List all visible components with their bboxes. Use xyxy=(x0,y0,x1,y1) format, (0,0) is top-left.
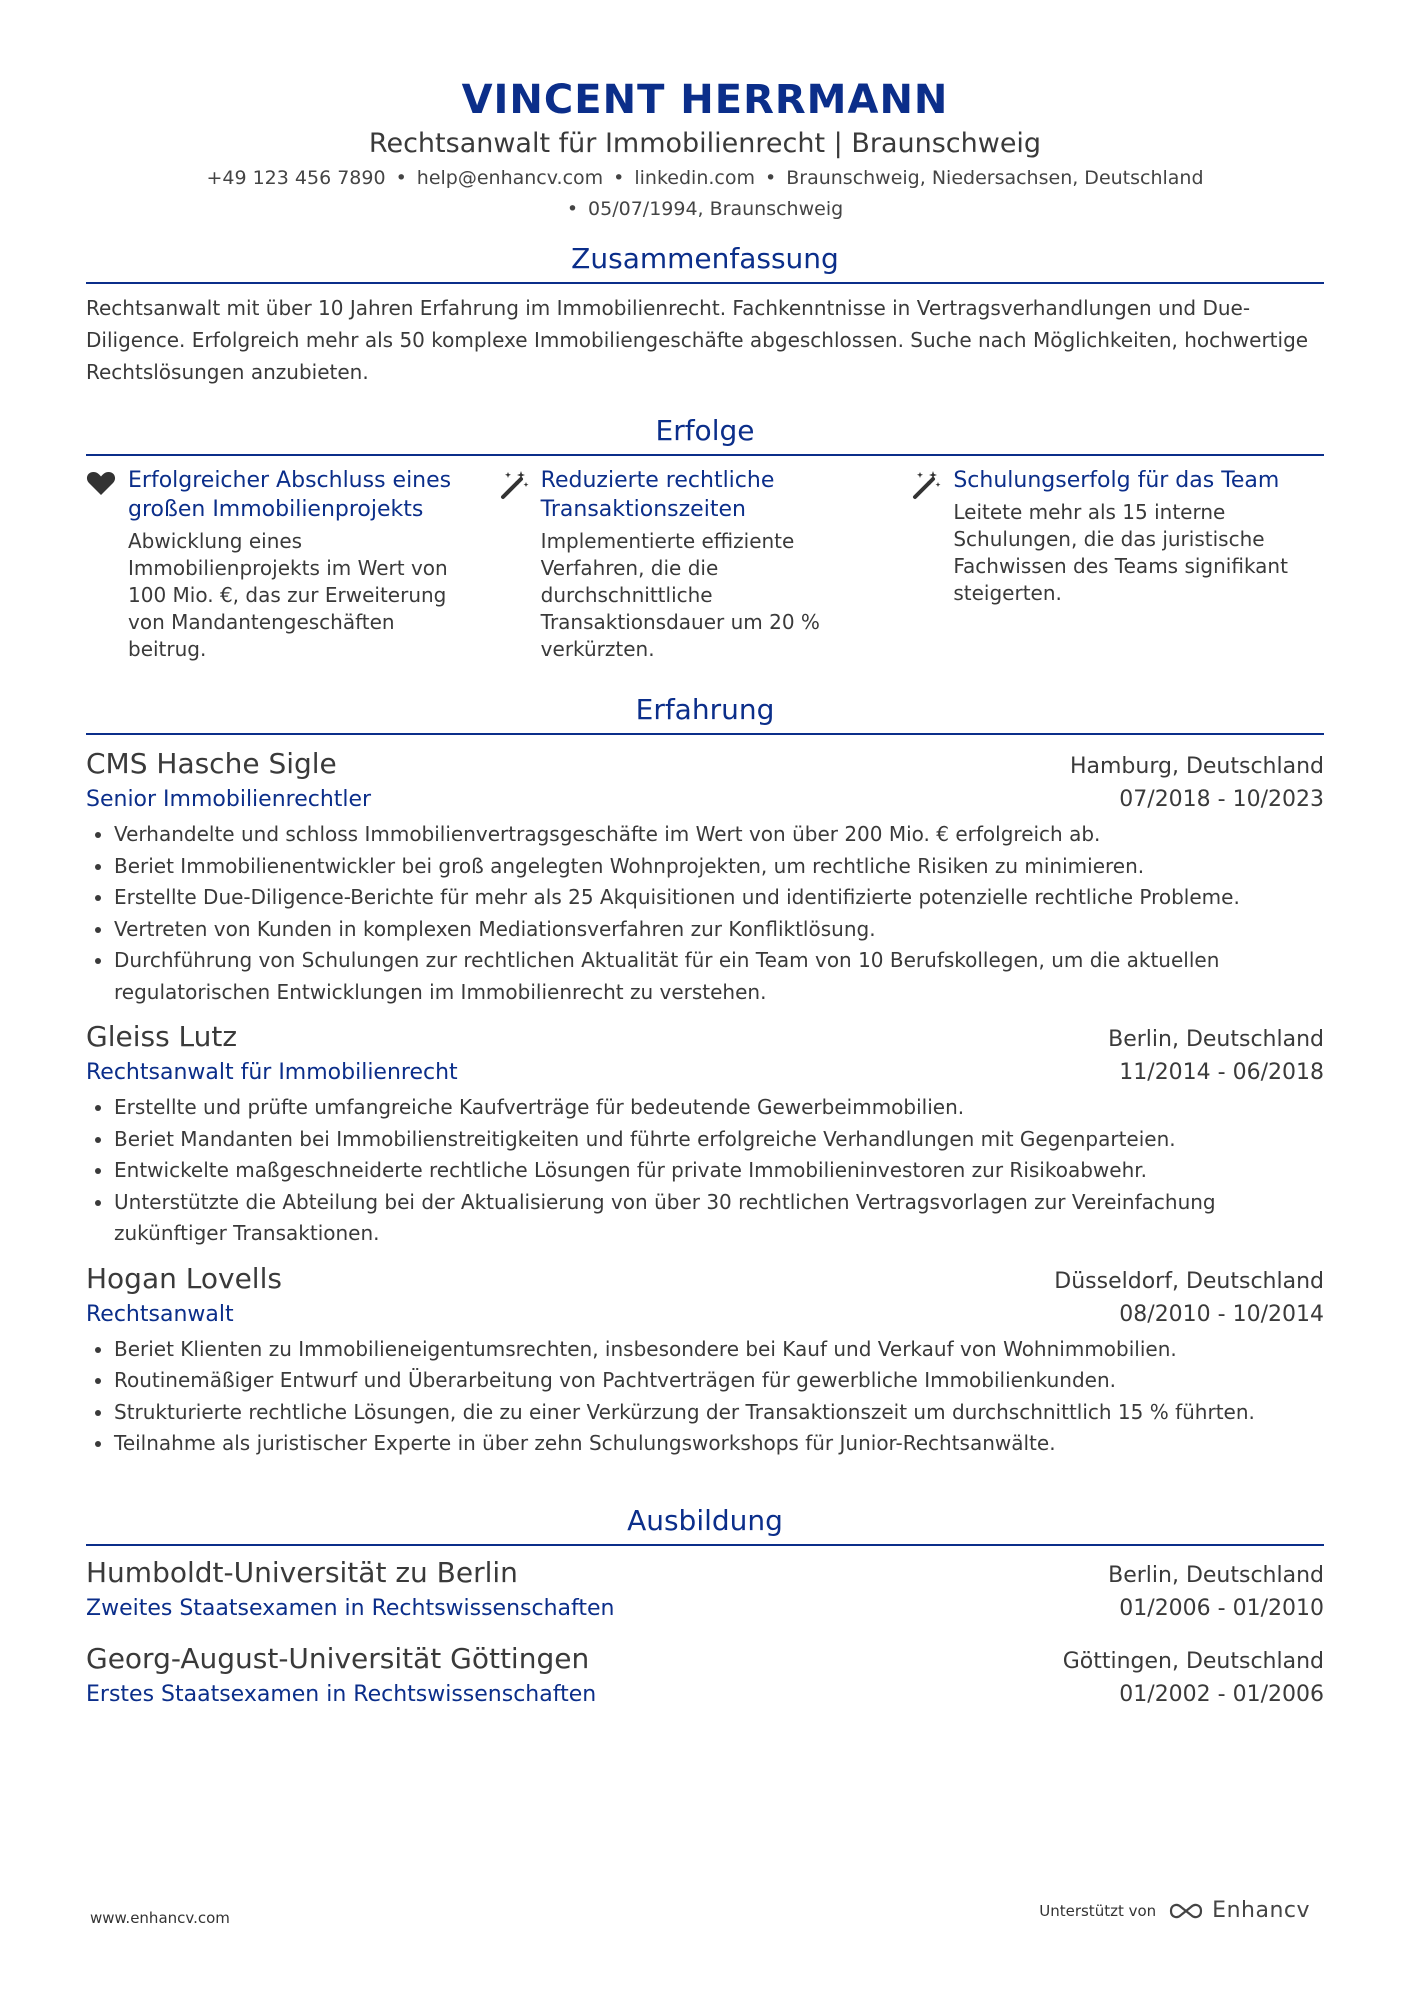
bullet-item: • Beriet Immobilienentwickler bei groß angelegten Wohnprojekten, um rechtliche Risiken zu minimieren. xyxy=(114,851,1324,883)
job-entry xyxy=(86,1260,1324,1460)
bullet-item: • Teilnahme als juristischer Experte in über zehn Schulungsworkshops für Junior-Rechtsanwälte. xyxy=(114,1428,1324,1460)
bullet-item: • Vertreten von Kunden in komplexen Mediationsverfahren zur Konfliktlösung. xyxy=(114,914,1324,946)
achievement-title: Schulungserfolg für das Team xyxy=(953,468,1280,493)
education-entry xyxy=(86,1554,1324,1626)
job-dates: 11/2014 - 06/2018 xyxy=(1119,1060,1324,1085)
bullet-item: • Erstellte Due-Diligence-Berichte für mehr als 25 Akquisitionen und identifizierte potenzielle rechtliche Probleme. xyxy=(114,882,1324,914)
degree: Zweites Staatsexamen in Rechtswissenschaften xyxy=(86,1595,615,1621)
bullet-item: • Erstellte und prüfte umfangreiche Kaufverträge für bedeutende Gewerbeimmobilien. xyxy=(114,1092,1324,1124)
headline: Rechtsanwalt für Immobilienrecht | Braunschweig xyxy=(368,128,1042,159)
job-location: Hamburg, Deutschland xyxy=(1069,754,1324,779)
achievement-title: Erfolgreicher Abschluss eines großen Immobilienprojekts xyxy=(128,468,452,522)
achievement-desc: Implementierte effiziente Verfahren, die die durchschnittliche Transaktionsdauer um 20 % verkürzten. xyxy=(540,529,820,661)
enhancv-logo-icon xyxy=(1168,1900,1204,1922)
achievement-title: Reduzierte rechtliche Transaktionszeiten xyxy=(540,468,775,522)
job-dates: 08/2010 - 10/2014 xyxy=(1119,1301,1324,1327)
job-location: Düsseldorf, Deutschland xyxy=(1054,1268,1324,1294)
job-entry xyxy=(86,745,1324,1008)
location: Braunschweig, Niedersachsen, Deutschland xyxy=(786,167,1204,189)
section-title-summary: Zusammenfassung xyxy=(86,240,1324,284)
school-name: Georg-August-Universität Göttingen xyxy=(86,1641,590,1675)
candidate-name: VINCENT HERRMANN xyxy=(461,77,949,123)
contact-info: +49 123 456 7890 • help@enhancv.com • linkedin.com • Braunschweig, Niedersachsen, Deutschland xyxy=(206,167,1204,189)
school-location: Berlin, Deutschland xyxy=(1108,1562,1324,1588)
achievement-desc: Abwicklung eines Immobilienprojekts im Wert von 100 Mio. €, das zur Erweiterung von Mandantengeschäften beitrug. xyxy=(128,529,448,661)
achievements-section xyxy=(86,412,1324,663)
birth-info: • 05/07/1994, Braunschweig xyxy=(566,198,844,220)
section-title-experience: Erfahrung xyxy=(86,691,1324,735)
bullet-item: • Entwickelte maßgeschneiderte rechtliche Lösungen für private Immobilieninvestoren zur Risikoabwehr. xyxy=(114,1155,1324,1187)
email-link[interactable]: help@enhancv.com xyxy=(416,167,604,189)
achievement-item xyxy=(911,466,1324,663)
heart-icon xyxy=(86,466,128,663)
company-name: CMS Hasche Sigle xyxy=(86,747,337,780)
footer-website-link[interactable]: www.enhancv.com xyxy=(90,1909,230,1927)
school-location: Göttingen, Deutschland xyxy=(1062,1648,1324,1674)
phone: +49 123 456 7890 xyxy=(206,167,386,189)
bullet-item: • Beriet Klienten zu Immobilieneigentumsrechten, insbesondere bei Kauf und Verkauf von Wohnimmobilien. xyxy=(114,1334,1324,1366)
summary-text: Rechtsanwalt mit über 10 Jahren Erfahrung im Immobilienrecht. Fachkenntnisse in Vertragsverhandlungen und Due-Diligence. Erfolgreich mehr als 50 komplexe Immobiliengeschäfte abgeschlossen. Suche nach Möglichkeiten, hochwertige Rechtslösungen anzubieten. xyxy=(86,296,1309,384)
education-dates: 01/2002 - 01/2006 xyxy=(1119,1681,1324,1707)
magic-wand-icon xyxy=(499,466,541,663)
bullet-item: • Durchführung von Schulungen zur rechtlichen Aktualität für ein Team von 10 Berufskollegen, um die aktuellen regulatorischen Entwicklungen im Immobilienrecht zu verstehen. xyxy=(114,945,1324,1008)
degree: Erstes Staatsexamen in Rechtswissenschaften xyxy=(86,1681,597,1707)
brand-name: Enhancv xyxy=(1212,1898,1310,1923)
bullet-item: • Strukturierte rechtliche Lösungen, die zu einer Verkürzung der Transaktionszeit um durchschnittlich 15 % führten. xyxy=(114,1397,1324,1429)
job-bullets xyxy=(86,1334,1324,1460)
powered-by-label: Unterstützt von xyxy=(1039,1901,1157,1920)
job-bullets xyxy=(86,1092,1324,1250)
company-name: Hogan Lovells xyxy=(86,1261,282,1295)
bullet-item: • Verhandelte und schloss Immobilienvertragsgeschäfte im Wert von über 200 Mio. € erfolgreich ab. xyxy=(114,819,1324,851)
job-role: Senior Immobilienrechtler xyxy=(86,787,372,812)
bullet-item: • Unterstützte die Abteilung bei der Aktualisierung von über 30 rechtlichen Vertragsvorlagen zur Vereinfachung zukünftiger Transaktionen. xyxy=(114,1187,1324,1250)
bullet-item: • Beriet Mandanten bei Immobilienstreitigkeiten und führte erfolgreiche Verhandlungen mit Gegenparteien. xyxy=(114,1124,1324,1156)
magic-wand-icon xyxy=(911,466,953,663)
achievement-item xyxy=(86,466,499,663)
footer-branding xyxy=(1039,1898,1310,1923)
achievement-desc: Leitete mehr als 15 interne Schulungen, die das juristische Fachwissen des Teams signifikant steigerten. xyxy=(953,500,1288,605)
summary-section xyxy=(86,240,1324,388)
company-name: Gleiss Lutz xyxy=(86,1020,238,1053)
resume-page xyxy=(86,0,1324,1712)
birth-date-place: 05/07/1994, Braunschweig xyxy=(588,198,844,220)
section-title-education: Ausbildung xyxy=(86,1502,1324,1546)
section-title-achievements: Erfolge xyxy=(86,412,1324,456)
job-dates: 07/2018 - 10/2023 xyxy=(1119,787,1324,812)
school-name: Humboldt-Universität zu Berlin xyxy=(86,1555,518,1589)
job-location: Berlin, Deutschland xyxy=(1108,1027,1324,1052)
job-bullets xyxy=(86,819,1324,1008)
education-dates: 01/2006 - 01/2010 xyxy=(1119,1595,1324,1621)
experience-section xyxy=(86,691,1324,1460)
job-role: Rechtsanwalt für Immobilienrecht xyxy=(86,1060,458,1085)
bullet-item: • Routinemäßiger Entwurf und Überarbeitung von Pachtverträgen für gewerbliche Immobilienkunden. xyxy=(114,1365,1324,1397)
education-entry xyxy=(86,1640,1324,1712)
job-entry xyxy=(86,1018,1324,1250)
achievement-item xyxy=(499,466,912,663)
job-role: Rechtsanwalt xyxy=(86,1301,234,1327)
linkedin-link[interactable]: linkedin.com xyxy=(634,167,755,189)
education-section xyxy=(86,1502,1324,1712)
